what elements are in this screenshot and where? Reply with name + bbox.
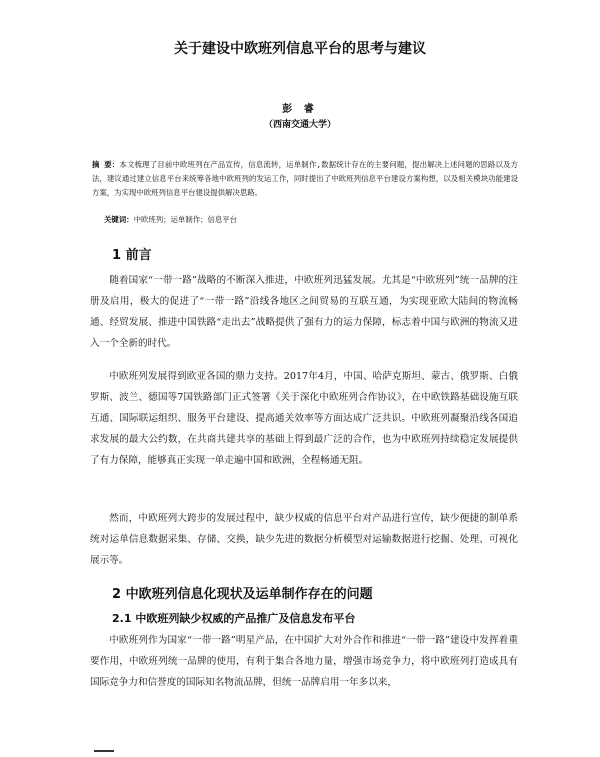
abstract <box>92 158 518 200</box>
section-1-heading: 1 前言 <box>112 248 152 263</box>
abstract-label: 摘 要： <box>92 160 120 169</box>
section-2-1-paragraph: 中欧班列作为国家“一带一路”明星产品，在中国扩大对外合作和推进“一带一路”建设中发挥着重要作用，中欧班列统一品牌的使用，有利于集合各地力量，增强市场竞争力，将中欧班列打造成具有国际竞争力和信誉度的国际知名物流品牌，但统一品牌启用一年多以来， <box>90 635 518 688</box>
paper-title: 关于建设中欧班列信息平台的思考与建议 <box>174 41 426 57</box>
section-2-heading: 2 中欧班列信息化现状及运单制作存在的问题 <box>112 587 373 602</box>
section-1-paragraph-3: 然而，中欧班列大跨步的发展过程中，缺少权威的信息平台对产品进行宣传，缺少便捷的制单系统对运单信息数据采集、存储、交换，缺少先进的数据分析模型对运输数据进行挖掘、处理、可视化展示等。 <box>90 513 518 566</box>
page-footer-mark <box>94 750 114 752</box>
keywords-text: 中欧班列；运单制作；信息平台 <box>133 215 238 224</box>
abstract-text: 本文梳理了目前中欧班列在产品宣传，信息流转，运单制作,数据统计存在的主要问题，提出解决上述问题的思路以及方法，建议通过建立信息平台来统筹各地中欧班列的发运工作，同时提出了中欧班列信息平台建设方案构想，以及相关模块功能建设方案，为实现中欧班列信息平台建设提供解决思路。 <box>92 160 518 197</box>
keywords-label: 关键词： <box>104 215 134 224</box>
section-1-paragraph-1: 随着国家“一带一路”战略的不断深入推进，中欧班列迅猛发展。尤其是“中欧班列”统一品牌的注册及启用，极大的促进了“一带一路”沿线各地区之间贸易的互联互通，为实现亚欧大陆间的物流畅通、经贸发展、推进中国铁路“走出去”战略提供了强有力的运力保障，标志着中国与欧洲的物流又进入一个全新的时代。 <box>90 275 518 349</box>
author-affiliation: （西南交通大学） <box>263 120 336 130</box>
section-2-1-heading: 2.1 中欧班列缺少权威的产品推广及信息发布平台 <box>112 612 356 625</box>
author-name: 彭 睿 <box>282 104 318 115</box>
keywords <box>104 214 524 226</box>
section-1-paragraph-2: 中欧班列发展得到欧亚各国的鼎力支持。2017年4月，中国、哈萨克斯坦、蒙古、俄罗斯、白俄罗斯、波兰、德国等7国铁路部门正式签署《关于深化中欧班列合作协议》，在中欧铁路基础设施互联互通、国际联运组织、服务平台建设、提高通关效率等方面达成广泛共识。中欧班列凝聚沿线各国追求发展的最大公约数，在共商共建共享的基础上得到最广泛的合作，也为中欧班列持续稳定发展提供了有力保障，能够真正实现一单走遍中国和欧洲，全程畅通无阻。 <box>90 371 518 466</box>
